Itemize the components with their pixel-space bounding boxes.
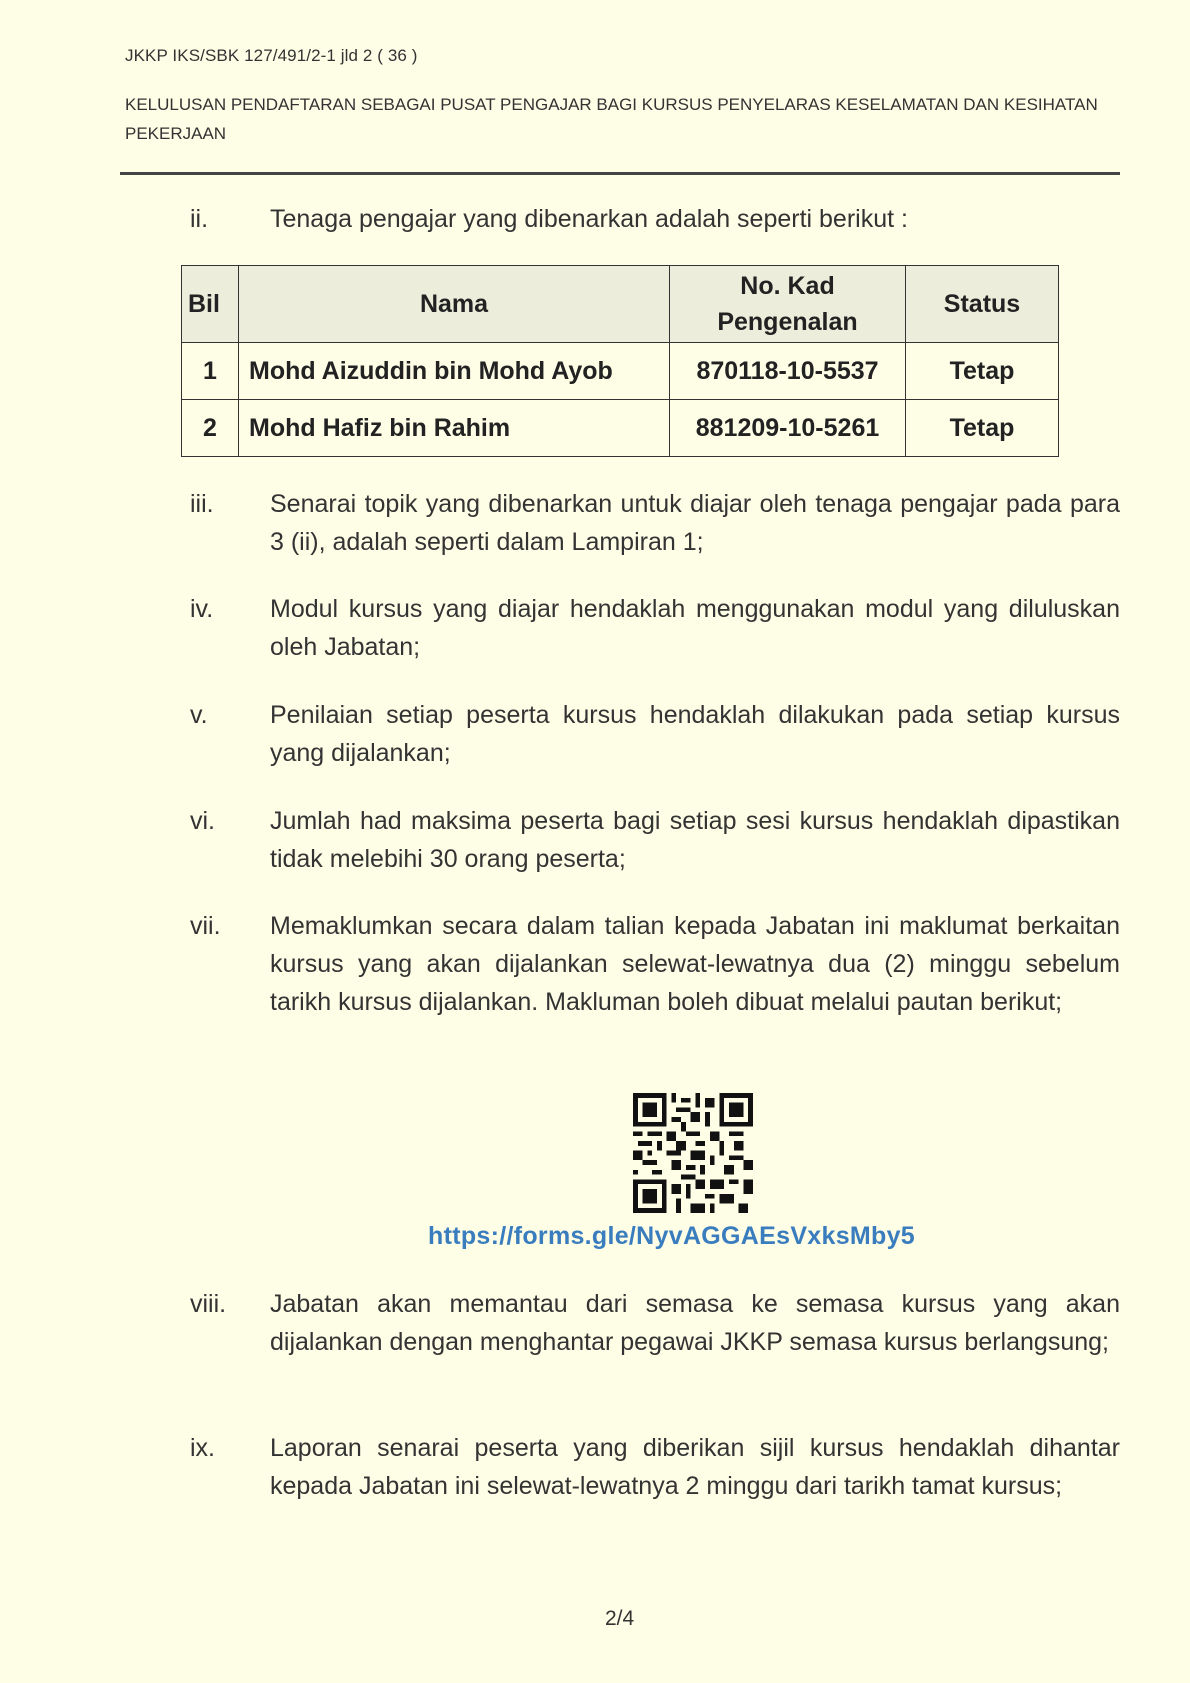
table-header-row [182, 266, 1059, 343]
cell-nama: Mohd Hafiz bin Rahim [239, 400, 670, 457]
table-row [182, 400, 1059, 457]
column-header-bil: Bil [182, 266, 239, 343]
column-header-ic [670, 266, 906, 343]
item-number: iv. [190, 595, 214, 623]
cell-nama: Mohd Aizuddin bin Mohd Ayob [239, 343, 670, 400]
document-title: KELULUSAN PENDAFTARAN SEBAGAI PUSAT PENGAJAR BAGI KURSUS PENYELARAS KESELAMATAN DAN KESIHATAN PEKERJAAN [125, 95, 1098, 143]
cell-bil: 2 [182, 400, 239, 457]
cell-status: Tetap [906, 400, 1059, 457]
form-link[interactable]: https://forms.gle/NyvAGGAEsVxksMby5 [428, 1222, 916, 1250]
header-divider [120, 172, 1120, 175]
item-text: Senarai topik yang dibenarkan untuk diajar oleh tenaga pengajar pada para 3 (ii), adalah seperti dalam Lampiran 1; [270, 490, 1120, 556]
column-header-status: Status [906, 266, 1059, 343]
item-text: Jabatan akan memantau dari semasa ke semasa kursus yang akan dijalankan dengan menghantar pegawai JKKP semasa kursus berlangsung; [270, 1290, 1120, 1356]
qr-code-icon[interactable] [633, 1093, 753, 1213]
item-number: v. [190, 701, 208, 729]
column-header-ic-label: No. Kad Pengenalan [717, 272, 858, 336]
trainer-table [181, 265, 1059, 457]
item-text: Tenaga pengajar yang dibenarkan adalah seperti berikut : [270, 205, 908, 233]
column-header-nama: Nama [239, 266, 670, 343]
item-text: Memaklumkan secara dalam talian kepada Jabatan ini maklumat berkaitan kursus yang akan dijalankan selewat-lewatnya dua (2) minggu sebelum tarikh kursus dijalankan. Makluman boleh dibuat melalui pautan berikut; [270, 912, 1120, 1016]
item-number: iii. [190, 490, 214, 518]
item-number: vii. [190, 912, 221, 940]
item-number: viii. [190, 1290, 227, 1318]
item-number: ix. [190, 1434, 215, 1462]
item-number: vi. [190, 807, 215, 835]
page-number: 2/4 [605, 1607, 635, 1630]
item-text: Laporan senarai peserta yang diberikan sijil kursus hendaklah dihantar kepada Jabatan ini selewat-lewatnya 2 minggu dari tarikh tamat kursus; [270, 1434, 1120, 1500]
cell-bil: 1 [182, 343, 239, 400]
item-text: Jumlah had maksima peserta bagi setiap sesi kursus hendaklah dipastikan tidak melebihi 30 orang peserta; [270, 807, 1120, 873]
reference-number: JKKP IKS/SBK 127/491/2-1 jld 2 ( 36 ) [125, 46, 418, 65]
item-text: Penilaian setiap peserta kursus hendaklah dilakukan pada setiap kursus yang dijalankan; [270, 701, 1120, 767]
item-text: Modul kursus yang diajar hendaklah menggunakan modul yang diluluskan oleh Jabatan; [270, 595, 1120, 661]
cell-status: Tetap [906, 343, 1059, 400]
item-number: ii. [190, 205, 209, 233]
table-row [182, 343, 1059, 400]
cell-ic: 870118-10-5537 [670, 343, 906, 400]
cell-ic: 881209-10-5261 [670, 400, 906, 457]
